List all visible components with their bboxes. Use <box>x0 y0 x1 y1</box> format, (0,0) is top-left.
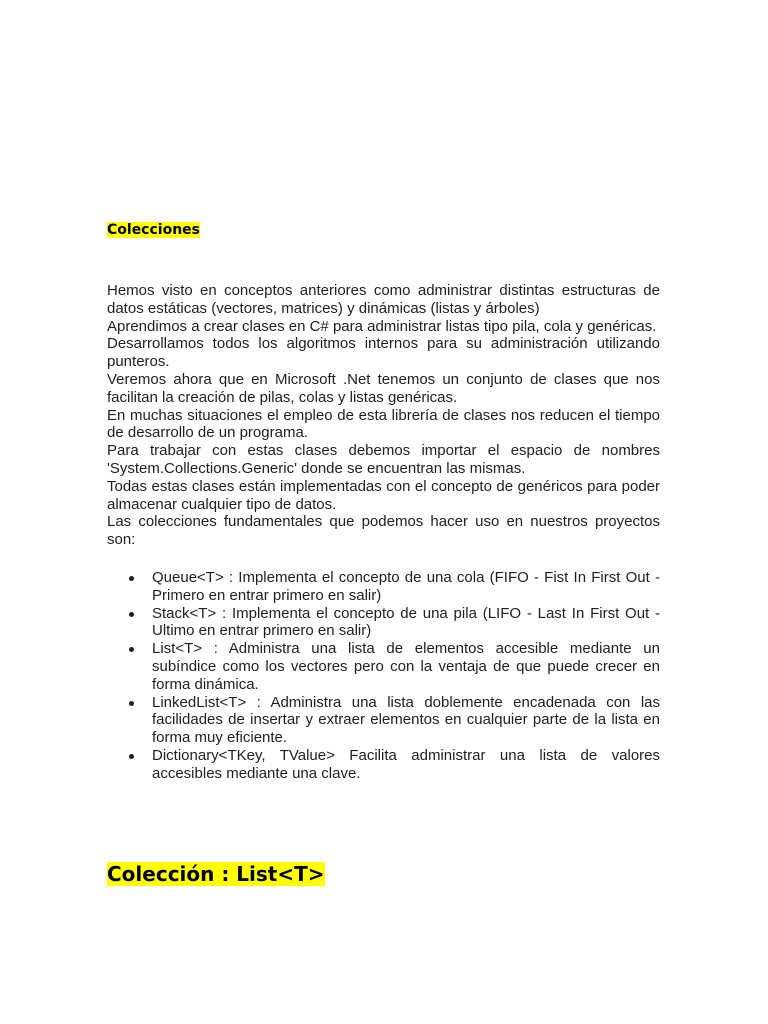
paragraph: Todas estas clases están implementadas con el concepto de genéricos para poder almacenar cualquier tipo de datos. <box>107 477 660 513</box>
paragraph: Las colecciones fundamentales que podemos hacer uso en nuestros proyectos son: <box>107 513 660 549</box>
list-item <box>107 605 660 641</box>
highlighted-heading-text: Colecciones <box>107 222 200 238</box>
bullet-icon <box>129 576 134 581</box>
list-item-text: Dictionary<TKey, TValue> Facilita administrar una lista de valores accesibles mediante una clave. <box>152 746 660 782</box>
list-item <box>107 694 660 747</box>
list-item <box>107 747 660 783</box>
paragraph: Desarrollamos todos los algoritmos internos para su administración utilizando punteros. <box>107 335 660 371</box>
bullet-icon <box>129 612 134 617</box>
paragraph: Aprendimos a crear clases en C# para administrar listas tipo pila, cola y genéricas. <box>107 317 657 335</box>
bullet-icon <box>129 701 134 706</box>
paragraph: En muchas situaciones el empleo de esta librería de clases nos reducen el tiempo de desarrollo de un programa. <box>107 406 660 442</box>
bullet-icon <box>129 754 134 759</box>
list-item-text: Stack<T> : Implementa el concepto de una pila (LIFO - Last In First Out - Ultimo en entrar primero en salir) <box>152 604 660 640</box>
highlighted-heading-text: Colección : List<T> <box>107 862 325 886</box>
section-heading-colecciones <box>107 221 200 240</box>
paragraph: Veremos ahora que en Microsoft .Net tenemos un conjunto de clases que nos facilitan la creación de pilas, colas y listas genéricas. <box>107 370 660 406</box>
bullet-icon <box>129 647 134 652</box>
list-item <box>107 640 660 693</box>
list-item-text: List<T> : Administra una lista de elementos accesible mediante un subíndice como los vectores pero con la ventaja de que puede crecer en forma dinámica. <box>152 640 660 693</box>
list-item-text: Queue<T> : Implementa el concepto de una cola (FIFO - Fist In First Out - Primero en entrar primero en salir) <box>152 569 660 604</box>
list-item <box>107 569 660 605</box>
intro-paragraphs <box>107 282 660 549</box>
section-heading-list <box>107 860 325 888</box>
list-item-text: LinkedList<T> : Administra una lista doblemente encadenada con las facilidades de insertar y extraer elementos en cualquier parte de la lista en forma muy eficiente. <box>152 693 660 747</box>
paragraph: Para trabajar con estas clases debemos importar el espacio de nombres 'System.Collections.Generic' donde se encuentran las mismas. <box>107 442 660 477</box>
collections-bullet-list <box>107 569 660 783</box>
paragraph: Hemos visto en conceptos anteriores como administrar distintas estructuras de datos estáticas (vectores, matrices) y dinámicas (listas y árboles) <box>107 282 660 317</box>
